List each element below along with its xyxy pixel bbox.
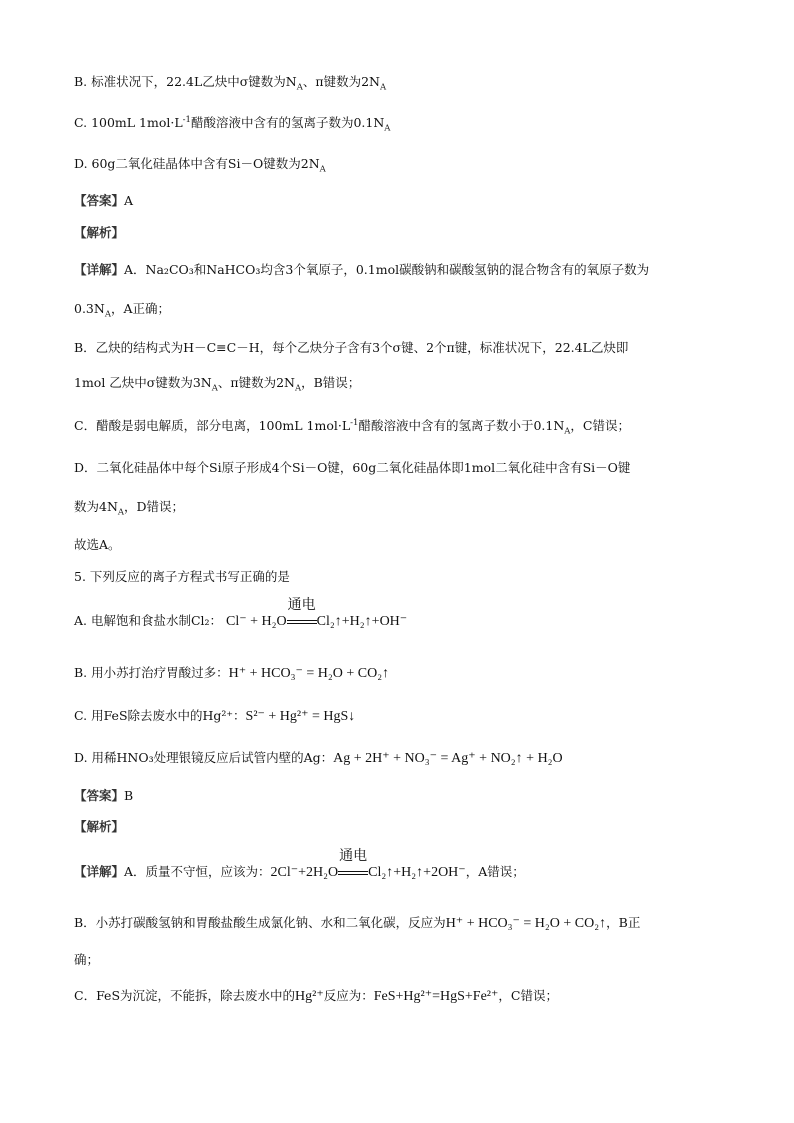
q5-option-b <box>74 663 389 684</box>
answer-label: 【答案】 <box>74 788 125 803</box>
arrow-label: 通电 <box>339 848 368 864</box>
text: A. 电解饱和食盐水制Cl₂： <box>74 613 223 628</box>
text: 1mol 乙炔中σ键数为3N <box>74 375 212 390</box>
subscript: A <box>211 383 218 394</box>
text: 反应为： <box>323 988 374 1003</box>
analysis-label: 【解析】 <box>74 225 125 240</box>
superscript: -1 <box>350 417 359 428</box>
option-d-line <box>74 154 326 174</box>
electrolysis-arrow <box>287 597 317 631</box>
text: 、π键数为2N <box>217 375 295 390</box>
equation: H⁺ + HCO₃⁻ = H₂O + CO₂↑ <box>445 916 607 931</box>
text: ，C错误； <box>498 988 558 1003</box>
equation: FeS+Hg²⁺=HgS+Fe²⁺ <box>373 989 499 1004</box>
analysis-label-2 <box>74 817 124 837</box>
detail-line-a <box>74 260 649 280</box>
text: 0.3N <box>74 301 105 316</box>
text: ，A错误； <box>465 864 525 879</box>
subscript: A <box>564 426 571 437</box>
text: C. 用FeS除去废水中的Hg²⁺： <box>74 708 246 723</box>
subscript: A <box>380 82 387 93</box>
text: ，B正 <box>606 915 641 930</box>
equation-right: Cl₂↑+H₂↑+2OH⁻ <box>368 865 466 880</box>
electrolysis-arrow <box>338 848 368 882</box>
text: 确； <box>74 952 100 967</box>
equation-left: Cl⁻ + H₂O <box>226 614 287 629</box>
answer-value: B <box>124 788 134 803</box>
answer-line-1 <box>74 191 133 211</box>
text: 醋酸溶液中含有的氢离子数为0.1N <box>190 115 385 130</box>
text: 数为4N <box>74 499 118 514</box>
equation: H⁺ + HCO₃⁻ = H₂O + CO₂↑ <box>228 666 390 681</box>
text: B. 用小苏打治疗胃酸过多： <box>74 665 229 680</box>
subscript: A <box>384 123 391 134</box>
equation-left: 2Cl⁻+2H₂O <box>270 865 339 880</box>
text: 5. 下列反应的离子方程式书写正确的是 <box>74 569 290 584</box>
equation: Ag + 2H⁺ + NO₃⁻ = Ag⁺ + NO₂↑ + H₂O <box>333 751 563 766</box>
detail2-line-a <box>74 848 525 883</box>
text: A．质量不守恒，应该为： <box>124 864 271 879</box>
text: ，B错误； <box>301 375 361 390</box>
subscript: A <box>296 82 303 93</box>
equals-bar <box>287 620 317 624</box>
subscript: A <box>104 309 111 320</box>
text: C．FeS为沉淀，不能拆，除去废水中的 <box>74 988 296 1003</box>
subscript: A <box>319 164 326 175</box>
text: A．Na₂CO₃和NaHCO₃均含3个氧原子，0.1mol碳酸钠和碳酸氢钠的混合物含有的氧原子数为 <box>124 262 650 277</box>
detail-label: 【详解】 <box>74 864 125 879</box>
equation: S²⁻ + Hg²⁺ = HgS↓ <box>245 709 356 724</box>
detail-line-b <box>74 338 628 358</box>
option-b-line <box>74 72 386 92</box>
text: D. 用稀HNO₃处理银镜反应后试管内壁的Ag： <box>74 750 334 765</box>
text: B．乙炔的结构式为H－C≡C－H，每个乙炔分子含有3个σ键、2个π键，标准状况下，22.4L乙炔即 <box>74 340 629 355</box>
equation-right: Cl₂↑+H₂↑+OH⁻ <box>316 614 408 629</box>
answer-line-2 <box>74 786 133 806</box>
detail-line-b2 <box>74 373 360 393</box>
text: ，D错误； <box>124 499 185 514</box>
q5-option-a <box>74 597 408 632</box>
q5-option-d <box>74 748 563 769</box>
superscript: -1 <box>182 114 191 125</box>
text: 、π键数为2N <box>302 74 380 89</box>
text: 故选A。 <box>74 537 121 552</box>
detail-line-d <box>74 458 630 478</box>
detail2-line-c <box>74 986 558 1007</box>
subscript: A <box>117 507 125 518</box>
answer-value: A <box>124 193 134 208</box>
detail-line-a2 <box>74 299 170 319</box>
question-5-title <box>74 567 290 587</box>
q5-option-c <box>74 706 355 727</box>
answer-label: 【答案】 <box>74 193 125 208</box>
text: ，A正确； <box>110 301 170 316</box>
option-c-line <box>74 113 390 133</box>
analysis-label-1 <box>74 223 124 243</box>
text: B. 标准状况下，22.4L乙炔中σ键数为N <box>74 74 297 89</box>
choice-line <box>74 535 121 555</box>
equals-bar <box>338 871 368 875</box>
analysis-label: 【解析】 <box>74 819 125 834</box>
text: D. 60g二氧化硅晶体中含有Si－O键数为2N <box>74 156 320 171</box>
detail2-line-b2 <box>74 950 99 970</box>
ion: Hg²⁺ <box>295 989 324 1004</box>
detail-line-c <box>74 416 630 436</box>
text: C. 100mL 1mol·L <box>74 115 183 130</box>
text: D．二氧化硅晶体中每个Si原子形成4个Si－O键，60g二氧化硅晶体即1mol二氧化硅中含有Si－O键 <box>74 460 631 475</box>
detail2-line-b <box>74 913 640 934</box>
arrow-label: 通电 <box>287 597 316 613</box>
detail-line-d2 <box>74 497 184 517</box>
text: B．小苏打碳酸氢钠和胃酸盐酸生成氯化钠、水和二氧化碳，反应为 <box>74 915 446 930</box>
text: 醋酸溶液中含有的氢离子数小于0.1N <box>358 418 565 433</box>
text: ，C错误； <box>570 418 630 433</box>
subscript: A <box>294 383 302 394</box>
text: C．醋酸是弱电解质，部分电离，100mL 1mol·L <box>74 418 351 433</box>
detail-label: 【详解】 <box>74 262 125 277</box>
